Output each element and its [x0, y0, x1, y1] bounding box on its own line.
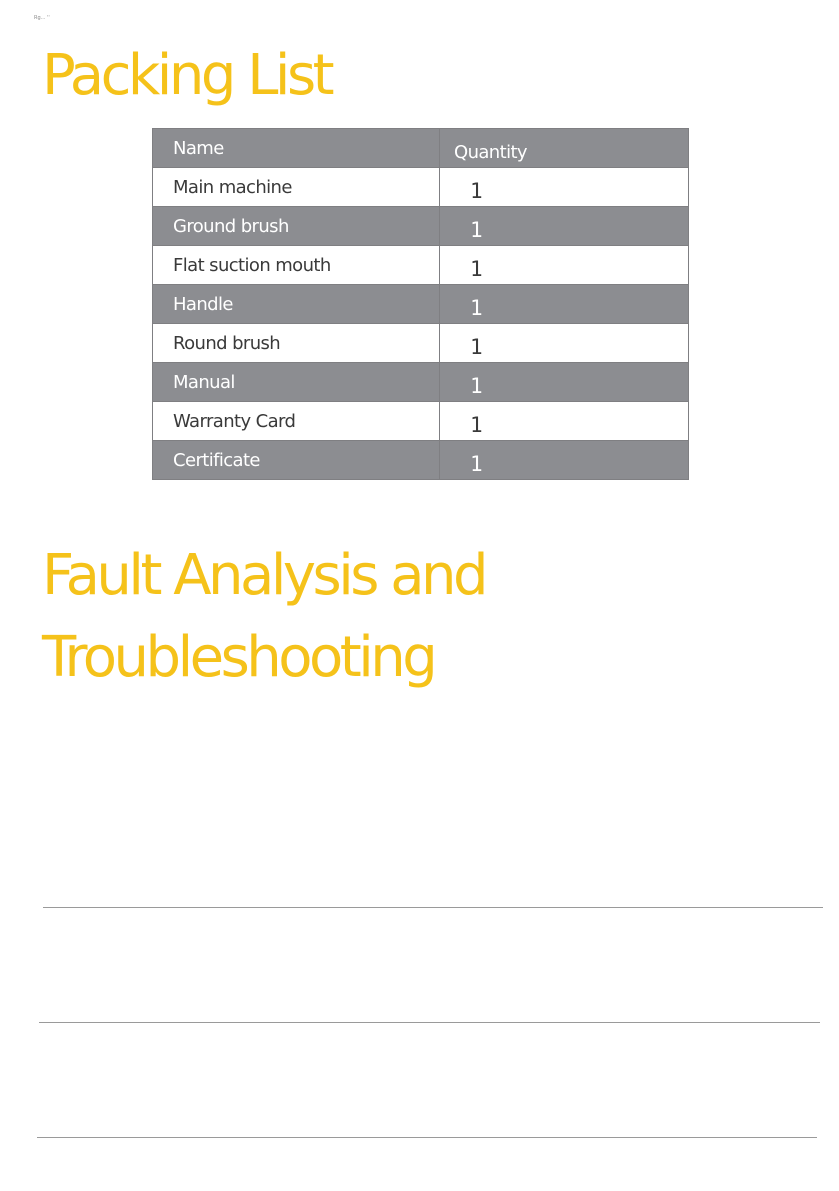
item-quantity: 1: [440, 363, 689, 402]
item-name: Flat suction mouth: [153, 246, 440, 285]
item-name: Round brush: [153, 324, 440, 363]
item-name: Certificate: [153, 441, 440, 480]
item-quantity: 1: [440, 324, 689, 363]
item-quantity: 1: [440, 285, 689, 324]
page-marker: Rg... '': [34, 15, 50, 21]
item-name: Manual: [153, 363, 440, 402]
packing-list-title: Packing List: [42, 43, 332, 108]
header-quantity: Quantity: [440, 129, 689, 168]
table-row: [153, 285, 689, 324]
item-quantity: 1: [440, 441, 689, 480]
table-row: [153, 207, 689, 246]
table-row: [153, 168, 689, 207]
table-row: [153, 402, 689, 441]
fault-analysis-title: Fault Analysis and: [42, 543, 486, 608]
item-quantity: 1: [440, 246, 689, 285]
table-row: [153, 441, 689, 480]
item-name: Handle: [153, 285, 440, 324]
header-name: Name: [153, 129, 440, 168]
item-name: Ground brush: [153, 207, 440, 246]
divider-line: [39, 1022, 820, 1023]
table-row: [153, 363, 689, 402]
item-name: Main machine: [153, 168, 440, 207]
item-quantity: 1: [440, 207, 689, 246]
item-quantity: 1: [440, 402, 689, 441]
item-name: Warranty Card: [153, 402, 440, 441]
table-header-row: [153, 129, 689, 168]
divider-line: [43, 907, 823, 908]
troubleshooting-title: Troubleshooting: [42, 625, 435, 690]
item-quantity: 1: [440, 168, 689, 207]
table-row: [153, 246, 689, 285]
table-row: [153, 324, 689, 363]
packing-list-table: [152, 128, 689, 480]
divider-line: [37, 1137, 817, 1138]
